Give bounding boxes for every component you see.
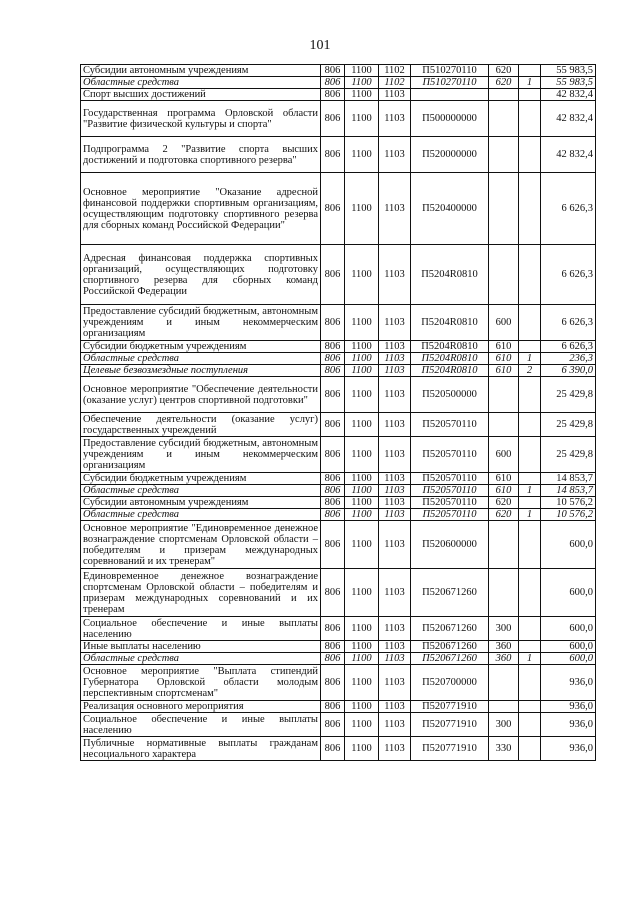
row-amount: 42 832,4 (541, 101, 596, 137)
row-admin-code: 806 (321, 737, 345, 761)
row-target-article: П520771910 (411, 713, 489, 737)
row-name: Областные средства (81, 509, 321, 521)
row-name: Субсидии автономным учреждениям (81, 497, 321, 509)
row-name: Адресная финансовая поддержка спортивных организаций, осуществляющих подготовку спортивного резерва для сборных команд Российской Федерации (81, 245, 321, 305)
row-admin-code: 806 (321, 521, 345, 569)
row-target-article: П520500000 (411, 377, 489, 413)
row-section-code: 1100 (345, 89, 379, 101)
row-section-code: 1100 (345, 713, 379, 737)
row-target-article: П5204R0810 (411, 341, 489, 353)
row-subsection-code: 1103 (379, 653, 411, 665)
row-admin-code: 806 (321, 713, 345, 737)
row-target-article: П5204R0810 (411, 245, 489, 305)
budget-table (80, 64, 596, 761)
row-name: Предоставление субсидий бюджетным, автономным учреждениям и иным некоммерческим организациям (81, 305, 321, 341)
row-admin-code: 806 (321, 377, 345, 413)
row-target-article: П520000000 (411, 137, 489, 173)
row-subsection-code: 1103 (379, 509, 411, 521)
row-expense-type: 300 (489, 617, 519, 641)
table-row (81, 353, 596, 365)
row-amount: 600,0 (541, 569, 596, 617)
table-row (81, 701, 596, 713)
row-target-article: П520570110 (411, 485, 489, 497)
row-target-article: П520570110 (411, 413, 489, 437)
row-target-article: П510270110 (411, 77, 489, 89)
table-row (81, 653, 596, 665)
table-row (81, 737, 596, 761)
row-subsection-code: 1103 (379, 617, 411, 641)
row-section-code: 1100 (345, 521, 379, 569)
row-name: Предоставление субсидий бюджетным, автономным учреждениям и иным некоммерческим организациям (81, 437, 321, 473)
table-row (81, 473, 596, 485)
row-subsection-code: 1103 (379, 473, 411, 485)
row-amount: 6 626,3 (541, 341, 596, 353)
row-expense-type (489, 665, 519, 701)
row-amount: 25 429,8 (541, 437, 596, 473)
row-admin-code: 806 (321, 701, 345, 713)
row-funding-source (519, 701, 541, 713)
row-subsection-code: 1103 (379, 377, 411, 413)
table-row (81, 413, 596, 437)
row-admin-code: 806 (321, 365, 345, 377)
row-expense-type (489, 701, 519, 713)
row-target-article: П520671260 (411, 653, 489, 665)
row-target-article: П5204R0810 (411, 353, 489, 365)
row-amount: 6 626,3 (541, 245, 596, 305)
row-admin-code: 806 (321, 653, 345, 665)
row-section-code: 1100 (345, 377, 379, 413)
row-subsection-code: 1103 (379, 521, 411, 569)
row-funding-source (519, 173, 541, 245)
row-section-code: 1100 (345, 101, 379, 137)
row-target-article: П5204R0810 (411, 305, 489, 341)
table-row (81, 569, 596, 617)
row-subsection-code: 1102 (379, 65, 411, 77)
row-expense-type: 360 (489, 653, 519, 665)
row-section-code: 1100 (345, 365, 379, 377)
row-name: Спорт высших достижений (81, 89, 321, 101)
row-expense-type (489, 173, 519, 245)
row-subsection-code: 1103 (379, 413, 411, 437)
row-subsection-code: 1103 (379, 437, 411, 473)
row-name: Областные средства (81, 653, 321, 665)
row-expense-type: 600 (489, 437, 519, 473)
row-name: Основное мероприятие "Обеспечение деятельности (оказание услуг) центров спортивной подготовки" (81, 377, 321, 413)
row-target-article: П520671260 (411, 569, 489, 617)
row-funding-source (519, 437, 541, 473)
row-expense-type (489, 521, 519, 569)
table-row (81, 521, 596, 569)
row-amount: 936,0 (541, 737, 596, 761)
row-funding-source (519, 65, 541, 77)
row-section-code: 1100 (345, 77, 379, 89)
table-row (81, 137, 596, 173)
row-amount: 14 853,7 (541, 485, 596, 497)
row-name: Субсидии бюджетным учреждениям (81, 341, 321, 353)
row-expense-type: 360 (489, 641, 519, 653)
row-section-code: 1100 (345, 245, 379, 305)
row-target-article: П510270110 (411, 65, 489, 77)
row-section-code: 1100 (345, 473, 379, 485)
row-target-article: П5204R0810 (411, 365, 489, 377)
row-target-article: П520570110 (411, 473, 489, 485)
row-subsection-code: 1103 (379, 305, 411, 341)
row-name: Основное мероприятие "Выплата стипендий Губернатора Орловской области молодым перспективным спортсменам" (81, 665, 321, 701)
row-admin-code: 806 (321, 617, 345, 641)
row-name: Областные средства (81, 485, 321, 497)
row-funding-source: 1 (519, 77, 541, 89)
table-row (81, 485, 596, 497)
table-row (81, 665, 596, 701)
row-name: Основное мероприятие "Оказание адресной финансовой поддержки спортивным организациям, осуществляющим подготовку спортивного резерва для сборных команд Российской Федерации" (81, 173, 321, 245)
row-section-code: 1100 (345, 485, 379, 497)
row-name: Областные средства (81, 77, 321, 89)
row-subsection-code: 1103 (379, 485, 411, 497)
row-target-article: П520600000 (411, 521, 489, 569)
row-admin-code: 806 (321, 353, 345, 365)
row-expense-type (489, 137, 519, 173)
row-amount: 25 429,8 (541, 413, 596, 437)
row-amount: 936,0 (541, 665, 596, 701)
row-amount: 42 832,4 (541, 137, 596, 173)
row-amount: 10 576,2 (541, 509, 596, 521)
row-funding-source (519, 377, 541, 413)
row-funding-source (519, 569, 541, 617)
row-admin-code: 806 (321, 305, 345, 341)
row-target-article: П520570110 (411, 509, 489, 521)
row-section-code: 1100 (345, 569, 379, 617)
table-row (81, 173, 596, 245)
row-expense-type: 620 (489, 509, 519, 521)
row-expense-type (489, 101, 519, 137)
table-row (81, 65, 596, 77)
row-subsection-code: 1103 (379, 101, 411, 137)
row-subsection-code: 1103 (379, 737, 411, 761)
row-expense-type (489, 245, 519, 305)
row-amount: 14 853,7 (541, 473, 596, 485)
row-subsection-code: 1103 (379, 245, 411, 305)
row-funding-source (519, 413, 541, 437)
row-expense-type: 330 (489, 737, 519, 761)
row-subsection-code: 1103 (379, 497, 411, 509)
table-row (81, 341, 596, 353)
row-name: Иные выплаты населению (81, 641, 321, 653)
row-amount: 600,0 (541, 617, 596, 641)
row-expense-type: 620 (489, 65, 519, 77)
row-amount: 55 983,5 (541, 65, 596, 77)
row-target-article: П520771910 (411, 701, 489, 713)
row-subsection-code: 1103 (379, 569, 411, 617)
row-subsection-code: 1103 (379, 341, 411, 353)
row-section-code: 1100 (345, 305, 379, 341)
row-amount: 936,0 (541, 701, 596, 713)
row-section-code: 1100 (345, 509, 379, 521)
row-funding-source (519, 641, 541, 653)
row-admin-code: 806 (321, 173, 345, 245)
row-subsection-code: 1103 (379, 365, 411, 377)
row-admin-code: 806 (321, 509, 345, 521)
row-expense-type: 600 (489, 305, 519, 341)
row-expense-type: 300 (489, 713, 519, 737)
row-section-code: 1100 (345, 737, 379, 761)
row-funding-source (519, 617, 541, 641)
row-section-code: 1100 (345, 617, 379, 641)
row-section-code: 1100 (345, 641, 379, 653)
row-name: Субсидии автономным учреждениям (81, 65, 321, 77)
table-row (81, 713, 596, 737)
row-admin-code: 806 (321, 89, 345, 101)
row-target-article: П520671260 (411, 641, 489, 653)
row-admin-code: 806 (321, 65, 345, 77)
row-section-code: 1100 (345, 665, 379, 701)
budget-table-body (81, 65, 596, 761)
table-row (81, 365, 596, 377)
row-section-code: 1100 (345, 413, 379, 437)
row-name: Реализация основного мероприятия (81, 701, 321, 713)
row-expense-type: 620 (489, 77, 519, 89)
table-row (81, 77, 596, 89)
row-funding-source: 1 (519, 485, 541, 497)
row-name: Публичные нормативные выплаты гражданам несоциального характера (81, 737, 321, 761)
row-funding-source (519, 137, 541, 173)
row-target-article: П520570110 (411, 497, 489, 509)
row-expense-type (489, 89, 519, 101)
table-row (81, 497, 596, 509)
row-funding-source: 1 (519, 353, 541, 365)
row-expense-type: 610 (489, 353, 519, 365)
table-row (81, 101, 596, 137)
table-row (81, 617, 596, 641)
table-row (81, 89, 596, 101)
row-admin-code: 806 (321, 569, 345, 617)
row-subsection-code: 1103 (379, 665, 411, 701)
row-name: Областные средства (81, 353, 321, 365)
row-funding-source (519, 473, 541, 485)
row-amount: 600,0 (541, 521, 596, 569)
row-subsection-code: 1102 (379, 77, 411, 89)
row-admin-code: 806 (321, 413, 345, 437)
row-amount: 6 626,3 (541, 173, 596, 245)
row-subsection-code: 1103 (379, 641, 411, 653)
row-funding-source (519, 713, 541, 737)
row-amount: 936,0 (541, 713, 596, 737)
row-admin-code: 806 (321, 641, 345, 653)
row-amount: 6 390,0 (541, 365, 596, 377)
row-expense-type: 610 (489, 485, 519, 497)
row-expense-type: 610 (489, 341, 519, 353)
row-name: Субсидии бюджетным учреждениям (81, 473, 321, 485)
row-expense-type: 610 (489, 365, 519, 377)
row-funding-source (519, 305, 541, 341)
row-admin-code: 806 (321, 101, 345, 137)
row-admin-code: 806 (321, 77, 345, 89)
row-section-code: 1100 (345, 137, 379, 173)
row-amount: 55 983,5 (541, 77, 596, 89)
row-funding-source (519, 245, 541, 305)
row-funding-source (519, 341, 541, 353)
row-amount: 600,0 (541, 641, 596, 653)
row-amount: 42 832,4 (541, 89, 596, 101)
row-expense-type (489, 569, 519, 617)
row-name: Подпрограмма 2 "Развитие спорта высших достижений и подготовка спортивного резерва" (81, 137, 321, 173)
row-expense-type: 620 (489, 497, 519, 509)
row-target-article: П520400000 (411, 173, 489, 245)
row-funding-source: 1 (519, 509, 541, 521)
row-target-article (411, 89, 489, 101)
row-section-code: 1100 (345, 653, 379, 665)
row-expense-type (489, 413, 519, 437)
row-section-code: 1100 (345, 701, 379, 713)
row-funding-source (519, 665, 541, 701)
row-section-code: 1100 (345, 341, 379, 353)
row-amount: 25 429,8 (541, 377, 596, 413)
row-name: Социальное обеспечение и иные выплаты населению (81, 713, 321, 737)
table-row (81, 305, 596, 341)
row-admin-code: 806 (321, 485, 345, 497)
row-amount: 600,0 (541, 653, 596, 665)
table-row (81, 509, 596, 521)
row-section-code: 1100 (345, 65, 379, 77)
row-name: Социальное обеспечение и иные выплаты населению (81, 617, 321, 641)
row-subsection-code: 1103 (379, 173, 411, 245)
row-amount: 10 576,2 (541, 497, 596, 509)
row-admin-code: 806 (321, 137, 345, 173)
row-funding-source (519, 101, 541, 137)
row-expense-type (489, 377, 519, 413)
row-target-article: П520671260 (411, 617, 489, 641)
table-row (81, 437, 596, 473)
row-name: Основное мероприятие "Единовременное денежное вознаграждение спортсменам Орловской области – победителям и призерам международных соревнований и их тренерам" (81, 521, 321, 569)
row-target-article: П520700000 (411, 665, 489, 701)
row-target-article: П500000000 (411, 101, 489, 137)
row-subsection-code: 1103 (379, 89, 411, 101)
row-funding-source (519, 89, 541, 101)
row-subsection-code: 1103 (379, 137, 411, 173)
row-amount: 236,3 (541, 353, 596, 365)
row-admin-code: 806 (321, 341, 345, 353)
row-funding-source (519, 497, 541, 509)
row-expense-type: 610 (489, 473, 519, 485)
row-section-code: 1100 (345, 497, 379, 509)
row-funding-source (519, 737, 541, 761)
row-name: Обеспечение деятельности (оказание услуг) государственных учреждений (81, 413, 321, 437)
row-subsection-code: 1103 (379, 353, 411, 365)
row-subsection-code: 1103 (379, 713, 411, 737)
row-admin-code: 806 (321, 437, 345, 473)
row-amount: 6 626,3 (541, 305, 596, 341)
row-funding-source: 2 (519, 365, 541, 377)
row-name: Целевые безвозмездные поступления (81, 365, 321, 377)
row-funding-source: 1 (519, 653, 541, 665)
page-number: 101 (309, 38, 331, 53)
row-admin-code: 806 (321, 665, 345, 701)
row-target-article: П520570110 (411, 437, 489, 473)
row-section-code: 1100 (345, 437, 379, 473)
row-admin-code: 806 (321, 497, 345, 509)
table-row (81, 641, 596, 653)
row-name: Государственная программа Орловской области "Развитие физической культуры и спорта" (81, 101, 321, 137)
row-section-code: 1100 (345, 353, 379, 365)
table-row (81, 245, 596, 305)
table-row (81, 377, 596, 413)
row-name: Единовременное денежное вознаграждение спортсменам Орловской области – победителям и призерам международных соревнований и их тренерам (81, 569, 321, 617)
row-target-article: П520771910 (411, 737, 489, 761)
row-section-code: 1100 (345, 173, 379, 245)
row-funding-source (519, 521, 541, 569)
row-admin-code: 806 (321, 473, 345, 485)
row-subsection-code: 1103 (379, 701, 411, 713)
row-admin-code: 806 (321, 245, 345, 305)
